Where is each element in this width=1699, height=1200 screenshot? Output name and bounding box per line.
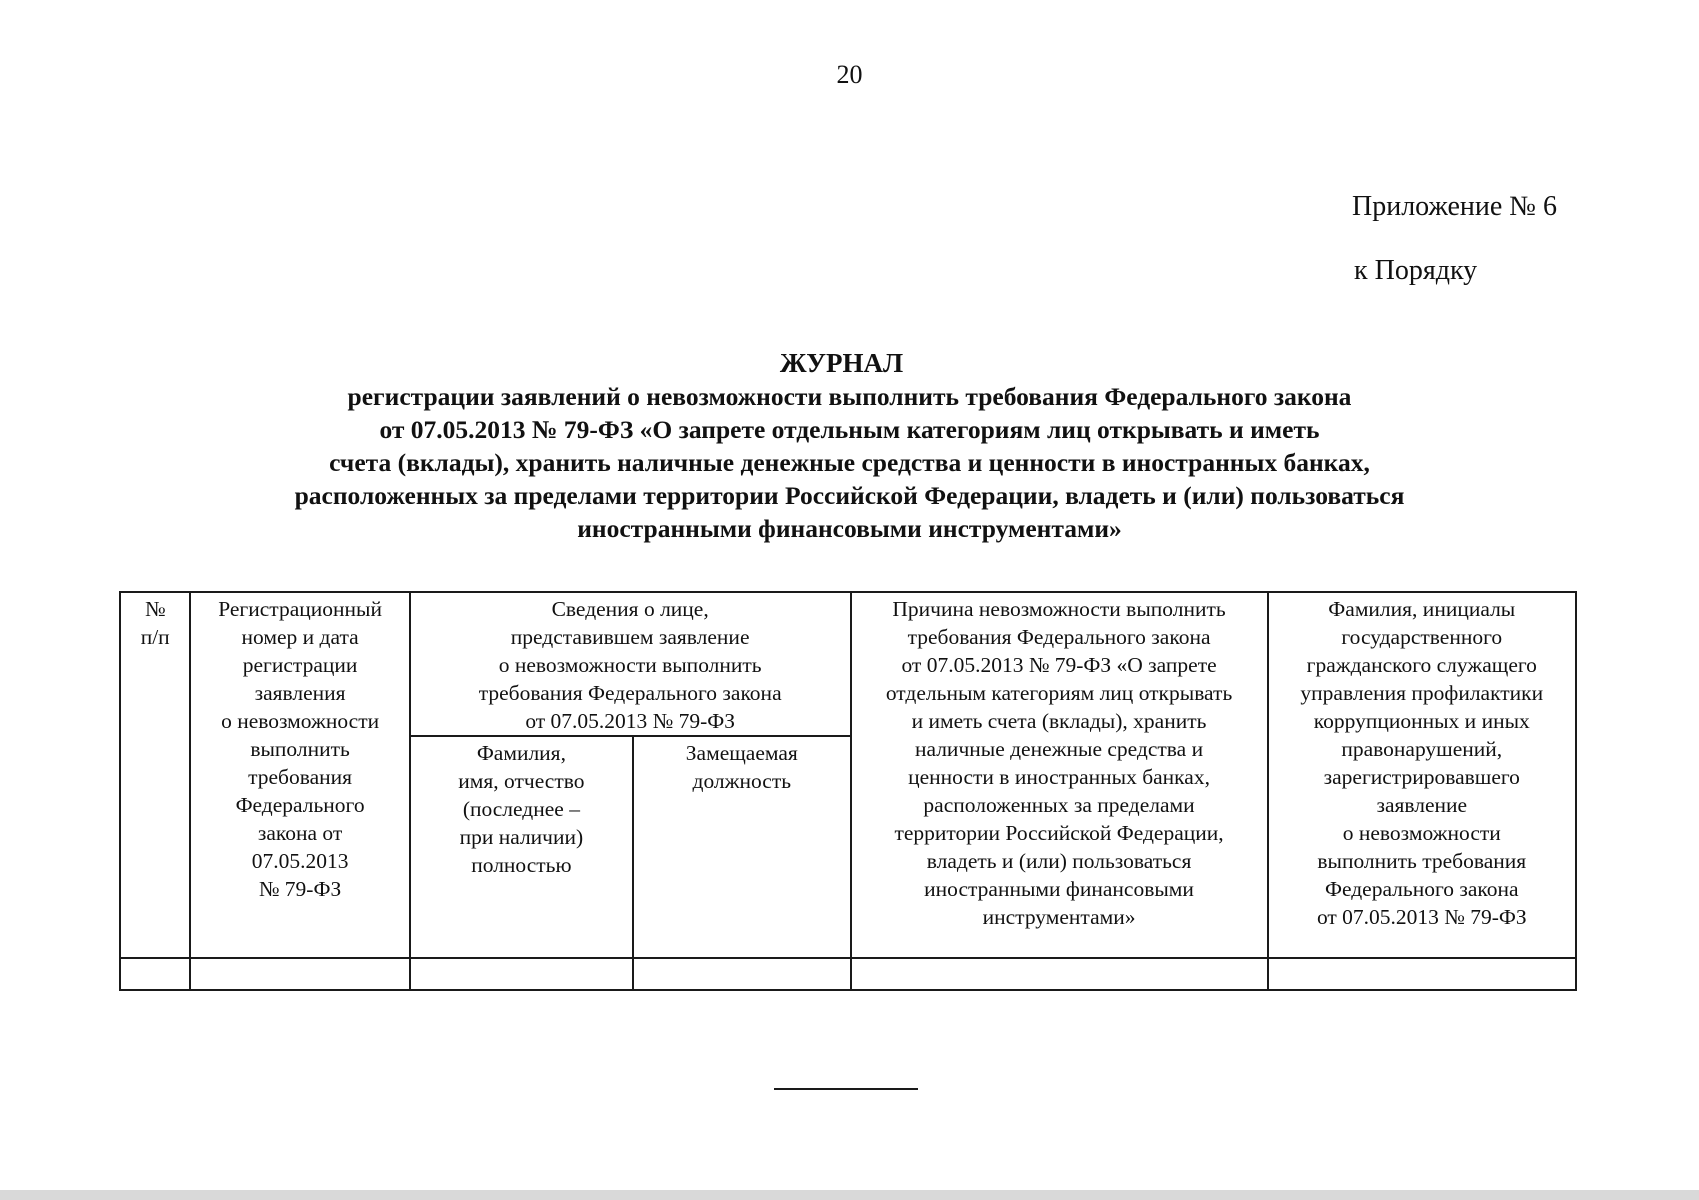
table-cell [1268, 958, 1576, 990]
registration-journal-table [119, 591, 1577, 991]
appendix-procedure: к Порядку [1354, 255, 1478, 286]
journal-title-line-5: иностранными финансовыми инструментами» [577, 514, 1122, 543]
table-row [120, 958, 1576, 990]
table-cell [120, 958, 190, 990]
header-cell-reason: Причина невозможности выполнить требования Федерального закона от 07.05.2013 № 79-ФЗ «О запрете отдельным категориям лиц открывать и иметь счета (вклады), хранить наличные денежные средства и ценности в иностранных банках, расположенных за пределами территории Российской Федерации, владеть и (или) пользоваться иностранными финансовыми инструментами» [851, 592, 1268, 958]
scan-bottom-edge [0, 1190, 1699, 1200]
header-cell-registration: Регистрационный номер и дата регистрации заявления о невозможности выполнить требования Федерального закона от 07.05.2013 № 79-ФЗ [190, 592, 409, 958]
journal-title [0, 347, 1699, 545]
appendix-number: Приложение № 6 [1352, 191, 1557, 222]
journal-title-line-1: регистрации заявлений о невозможности выполнить требования Федерального закона [347, 382, 1352, 411]
page-number: 20 [836, 60, 863, 89]
header-cell-full-name: Фамилия, имя, отчество (последнее – при наличии) полностью [410, 736, 633, 958]
journal-title-line-3: счета (вклады), хранить наличные денежные средства и ценности в иностранных банках, [329, 448, 1370, 477]
separator-line [774, 1088, 918, 1090]
table-header-row [120, 592, 1576, 736]
journal-heading: ЖУРНАЛ [779, 348, 904, 378]
header-cell-number: № п/п [120, 592, 190, 958]
header-cell-person-info: Сведения о лице, представившем заявление о невозможности выполнить требования Федерального закона от 07.05.2013 № 79-ФЗ [410, 592, 851, 736]
table-cell [190, 958, 409, 990]
appendix-reference [1352, 175, 1557, 303]
journal-title-line-2: от 07.05.2013 № 79-ФЗ «О запрете отдельным категориям лиц открывать и иметь [379, 415, 1320, 444]
table-cell [410, 958, 633, 990]
journal-title-line-4: расположенных за пределами территории Российской Федерации, владеть и (или) пользоваться [294, 481, 1405, 510]
header-cell-official: Фамилия, инициалы государственного гражданского служащего управления профилактики коррупционных и иных правонарушений, зарегистрировавшего заявление о невозможности выполнить требования Федерального закона от 07.05.2013 № 79-ФЗ [1268, 592, 1576, 958]
table-cell [633, 958, 851, 990]
table-cell [851, 958, 1268, 990]
header-cell-position: Замещаемая должность [633, 736, 851, 958]
